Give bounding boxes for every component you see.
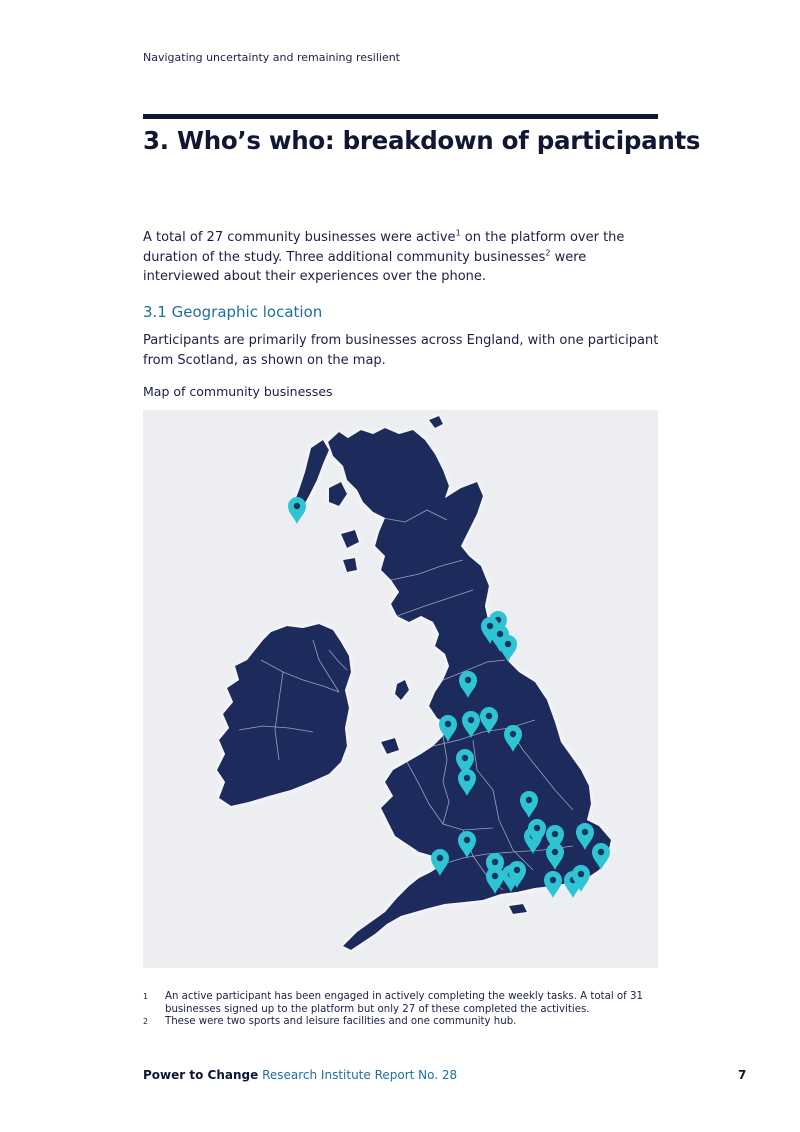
footnote-ref-2: 2 xyxy=(545,248,551,258)
footnote-text: An active participant has been engaged in actively completing the weekly tasks. A total of 31 businesses signed up to the platform but only 27 of these completed the activities. xyxy=(165,991,643,1015)
footnote-number: 2 xyxy=(143,1017,149,1026)
title-rule xyxy=(143,114,658,119)
land-masses xyxy=(217,416,611,950)
isle-of-man-shape xyxy=(395,680,409,700)
running-header: Navigating uncertainty and remaining resilient xyxy=(143,51,400,64)
footer-brand: Power to Change xyxy=(143,1068,259,1082)
page-footer xyxy=(143,1068,457,1082)
intro-text-1: A total of 27 community businesses were active xyxy=(143,230,456,245)
intro-paragraph xyxy=(143,228,663,287)
footnote-number: 1 xyxy=(143,992,149,1001)
anglesey-shape xyxy=(381,738,399,754)
footnote xyxy=(143,1016,663,1029)
footnotes xyxy=(143,991,663,1029)
intro-text-3: were interviewed about their experiences over the phone. xyxy=(143,249,587,284)
orkney-shape xyxy=(429,416,443,428)
map-figure xyxy=(143,410,658,968)
footnote-text: These were two sports and leisure facilities and one community hub. xyxy=(165,1016,517,1027)
page-number: 7 xyxy=(738,1068,747,1082)
footer-subtitle: Research Institute Report No. 28 xyxy=(258,1068,458,1082)
uk-map xyxy=(143,410,658,968)
map-pin-icon xyxy=(288,497,306,524)
inner-hebrides-shape xyxy=(341,530,359,572)
footnote-ref-1: 1 xyxy=(455,228,461,238)
intro-text-2: on the platform over the duration of the study. Three additional community businesses xyxy=(143,230,625,265)
map-pin-icon xyxy=(544,871,562,898)
subsection-title: 3.1 Geographic location xyxy=(143,303,323,321)
isle-of-wight-shape xyxy=(509,904,527,914)
footnote xyxy=(143,991,663,1016)
page-title: 3. Who’s who: breakdown of participants xyxy=(143,126,701,155)
subsection-paragraph: Participants are primarily from businesses across England, with one participant from Scotland, as shown on the map. xyxy=(143,333,659,368)
skye-shape xyxy=(329,482,347,506)
map-caption: Map of community businesses xyxy=(143,384,333,399)
ireland-shape xyxy=(217,624,351,806)
